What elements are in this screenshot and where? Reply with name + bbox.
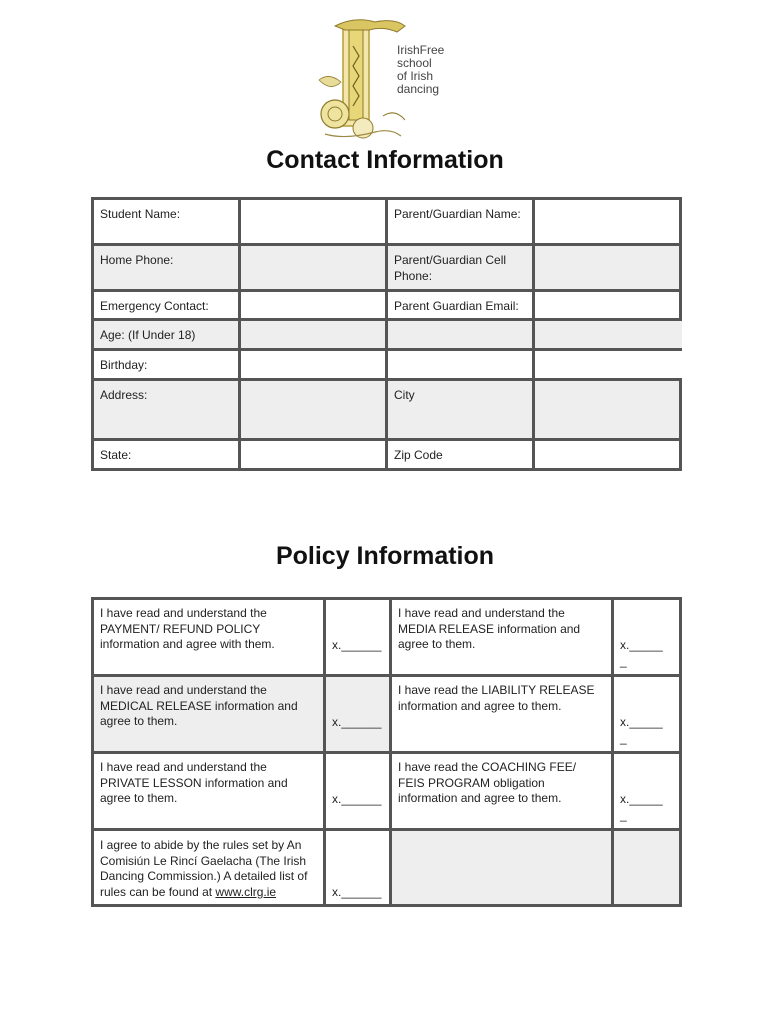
contact-table — [91, 197, 682, 471]
media-release-text: I have read and understand the MEDIA RELEASE information and agree to them. — [391, 599, 613, 676]
signature-line: x.______ — [332, 638, 382, 652]
table-row — [93, 291, 681, 320]
school-logo — [305, 16, 465, 146]
medical-signature-field[interactable] — [325, 676, 391, 753]
table-row — [93, 350, 681, 380]
rules-text-cell — [93, 830, 325, 906]
signature-line: x.______ — [332, 715, 382, 729]
birthday-label: Birthday: — [93, 350, 240, 380]
age-extra-cell-2 — [534, 320, 681, 350]
parent-name-field[interactable] — [534, 199, 681, 245]
table-row — [93, 676, 681, 753]
table-row — [93, 320, 681, 350]
logo-text-1: IrishFree — [397, 43, 445, 57]
emergency-contact-field[interactable] — [240, 291, 387, 320]
home-phone-label: Home Phone: — [93, 245, 240, 291]
signature-line: x.______ — [332, 884, 382, 899]
policy-title: Policy Information — [275, 542, 495, 570]
signature-line: x.______ — [332, 792, 382, 806]
empty-cell — [391, 830, 613, 906]
logo-text-3: of Irish — [397, 69, 434, 83]
address-label: Address: — [93, 380, 240, 440]
parent-email-field[interactable] — [534, 291, 681, 320]
age-field[interactable] — [240, 320, 387, 350]
zip-field[interactable] — [534, 440, 681, 470]
logo-text-4: dancing — [397, 82, 440, 96]
parent-cell-field[interactable] — [534, 245, 681, 291]
coaching-signature-field[interactable] — [613, 753, 681, 830]
policy-table — [91, 597, 682, 907]
table-row — [93, 830, 681, 906]
address-field[interactable] — [240, 380, 387, 440]
birthday-extra-cell-2 — [534, 350, 681, 380]
table-row — [93, 199, 681, 245]
signature-line: x._____ — [620, 638, 663, 652]
city-label: City — [387, 380, 534, 440]
signature-line-tail: _ — [620, 807, 627, 822]
table-row — [93, 245, 681, 291]
table-row — [93, 599, 681, 676]
state-field[interactable] — [240, 440, 387, 470]
celtic-letter-logo-icon — [305, 16, 465, 146]
liability-release-text: I have read the LIABILITY RELEASE information and agree to them. — [391, 676, 613, 753]
empty-cell — [613, 830, 681, 906]
private-lesson-text: I have read and understand the PRIVATE LESSON information and agree to them. — [93, 753, 325, 830]
parent-cell-label: Parent/Guardian Cell Phone: — [387, 245, 534, 291]
payment-signature-field[interactable] — [325, 599, 391, 676]
parent-email-label: Parent Guardian Email: — [387, 291, 534, 320]
table-row — [93, 753, 681, 830]
payment-policy-text: I have read and understand the PAYMENT/ REFUND POLICY information and agree with them. — [93, 599, 325, 676]
birthday-extra-cell — [387, 350, 534, 380]
coaching-fee-text: I have read the COACHING FEE/ FEIS PROGRAM obligation information and agree to them. — [391, 753, 613, 830]
age-label: Age: (If Under 18) — [93, 320, 240, 350]
city-field[interactable] — [534, 380, 681, 440]
student-name-field[interactable] — [240, 199, 387, 245]
media-signature-field[interactable] — [613, 599, 681, 676]
table-row — [93, 440, 681, 470]
rules-signature-field[interactable] — [325, 830, 391, 906]
private-signature-field[interactable] — [325, 753, 391, 830]
emergency-contact-label: Emergency Contact: — [93, 291, 240, 320]
age-extra-cell — [387, 320, 534, 350]
home-phone-field[interactable] — [240, 245, 387, 291]
student-name-label: Student Name: — [93, 199, 240, 245]
liability-signature-field[interactable] — [613, 676, 681, 753]
birthday-field[interactable] — [240, 350, 387, 380]
medical-release-text: I have read and understand the MEDICAL RELEASE information and agree to them. — [93, 676, 325, 753]
state-label: State: — [93, 440, 240, 470]
signature-line-tail: _ — [620, 653, 627, 668]
signature-line: x._____ — [620, 715, 663, 729]
parent-name-label: Parent/Guardian Name: — [387, 199, 534, 245]
clrg-link[interactable]: www.clrg.ie — [215, 884, 277, 899]
zip-label: Zip Code — [387, 440, 534, 470]
signature-line: x._____ — [620, 792, 663, 806]
signature-line-tail: _ — [620, 730, 627, 745]
logo-text-2: school — [397, 56, 432, 70]
table-row — [93, 380, 681, 440]
contact-title: Contact Information — [266, 146, 504, 174]
rules-text: I agree to abide by the rules set by An Comisiún Le Rincí Gaelacha (The Irish Dancing Commission.) A detailed list of rules can be found at — [100, 838, 308, 899]
